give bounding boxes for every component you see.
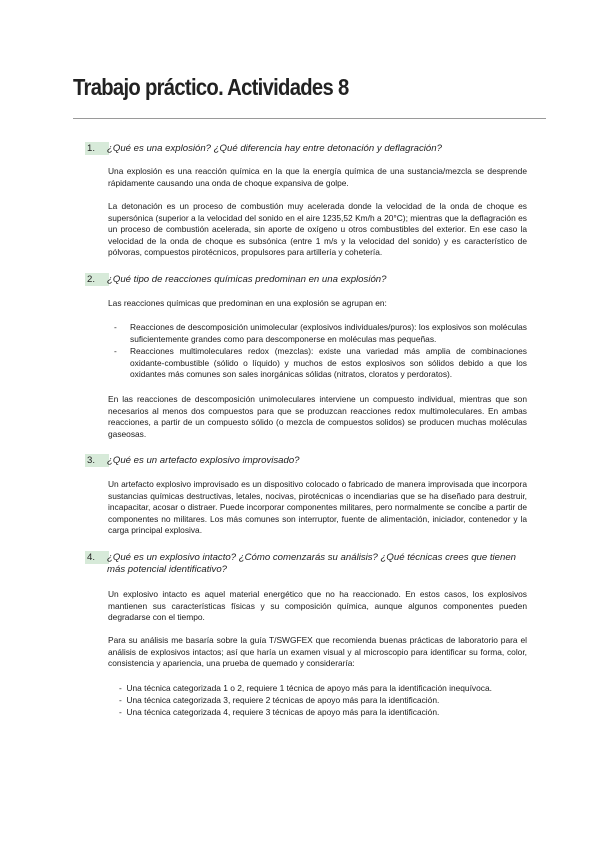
bullet-dash: - (119, 707, 122, 717)
answer-paragraph: Para su análisis me basaría sobre la guía T/SWGFEX que recomienda buenas prácticas de laboratorio para el análisis de explosivos intactos; así que haría un examen visual y al microscopio para identificar su forma, color, consistencia y apariencia, una prueba de quemado y consideraría: (108, 635, 527, 669)
answer-paragraph: La detonación es un proceso de combustión muy acelerada donde la velocidad de la onda de choque es supersónica (superior a la velocidad del sonido en el aire 1235,52 Km/h a 20°C); mientras que la deflagración es un proceso de combustión acelerada, sin aporte de oxígeno u otros combustibles del exterior. En ese caso la velocidad de la onda de choque es subsónica (entre 1 m/s y la velocidad del sonido) y es característico de pólvoras, compuestos pirotécnicos, propulsores para artillería y cohetería. (108, 201, 527, 258)
list-item (119, 683, 529, 695)
list-item-text: Una técnica categorizada 3, requiere 2 técnicas de apoyo más para la identificación. (126, 695, 440, 705)
question-number: 1. (87, 143, 96, 154)
page-title: Trabajo práctico. Actividades 8 (73, 74, 349, 100)
answer-intro: Las reacciones químicas que predominan en una explosión se agrupan en: (108, 298, 387, 308)
question-text: ¿Qué es una explosión? ¿Qué diferencia hay entre detonación y deflagración? (107, 143, 442, 154)
question-number: 3. (87, 455, 96, 466)
list-item-text: Una técnica categorizada 1 o 2, requiere 1 técnica de apoyo más para la identificación inequívoca. (126, 683, 492, 693)
answer-paragraph: En las reacciones de descomposición unimoleculares interviene un compuesto individual, mientras que son necesarios al menos dos compuestos para que se produzcan reacciones redox multimoleculares. En ambas reacciones, a partir de un compuesto sólido (o mezcla de compuestos solidos) se producen muchas moléculas gaseosas. (108, 394, 527, 439)
title-divider (73, 118, 546, 119)
question-3 (87, 455, 527, 467)
bullet-dash: - (114, 322, 117, 332)
list-item (119, 707, 529, 719)
answer-paragraph: Un artefacto explosivo improvisado es un dispositivo colocado o fabricado de manera improvisada que incorpora sustancias químicas destructivas, letales, nocivas, pirotécnicas o incendiarias que se ha diseñado para destruir, incapacitar, acosar o distraer. Puede incorporar componentes militares, pero normalmente se concibe a partir de componentes no militares. Los más comunes son interruptor, fuente de alimentación, iniciador, contenedor y la carga principal explosiva. (108, 479, 527, 536)
answer-paragraph: Una explosión es una reacción química en la que la energía química de una sustancia/mezcla se desprende rápidamente causando una onda de choque expansiva de golpe. (108, 166, 527, 188)
question-4 (87, 552, 527, 576)
bullet-dash: - (119, 695, 122, 705)
bullet-dash: - (114, 346, 117, 356)
question-number: 4. (87, 552, 96, 563)
question-1 (87, 143, 527, 155)
bullet-dash: - (119, 683, 122, 693)
list-item (114, 322, 527, 345)
list-item (114, 346, 527, 381)
question-2 (87, 274, 527, 286)
question-text: ¿Qué es un artefacto explosivo improvisado? (107, 455, 300, 466)
question-number: 2. (87, 274, 96, 285)
list-item (119, 695, 529, 707)
list-item-text: Reacciones multimoleculares redox (mezclas): existe una variedad más amplia de combinaciones oxidante-combustible (sólido o líquido) y muchos de estos explosivos son sólidos debido a que los oxidantes más comunes son sales inorgánicas sólidas (nitratos, cloratos y perdoratos). (130, 346, 527, 380)
list-item-text: Una técnica categorizada 4, requiere 3 técnicas de apoyo más para la identificación. (126, 707, 440, 717)
question-text: ¿Qué es un explosivo intacto? ¿Cómo comenzarás su análisis? ¿Qué técnicas crees que tienen más potencial identificativo? (107, 552, 517, 575)
question-text: ¿Qué tipo de reacciones químicas predominan en una explosión? (107, 274, 387, 285)
list-item-text: Reacciones de descomposición unimolecular (explosivos individuales/puros): los explosivos son moléculas suficientemente grandes como para descomponerse en moléculas mas pequeñas. (130, 322, 527, 344)
answer-paragraph: Un explosivo intacto es aquel material energético que no ha reaccionado. En estos casos, los explosivos mantienen sus características físicas y su composición química, aunque algunos componentes pueden degradarse con el tiempo. (108, 589, 527, 623)
